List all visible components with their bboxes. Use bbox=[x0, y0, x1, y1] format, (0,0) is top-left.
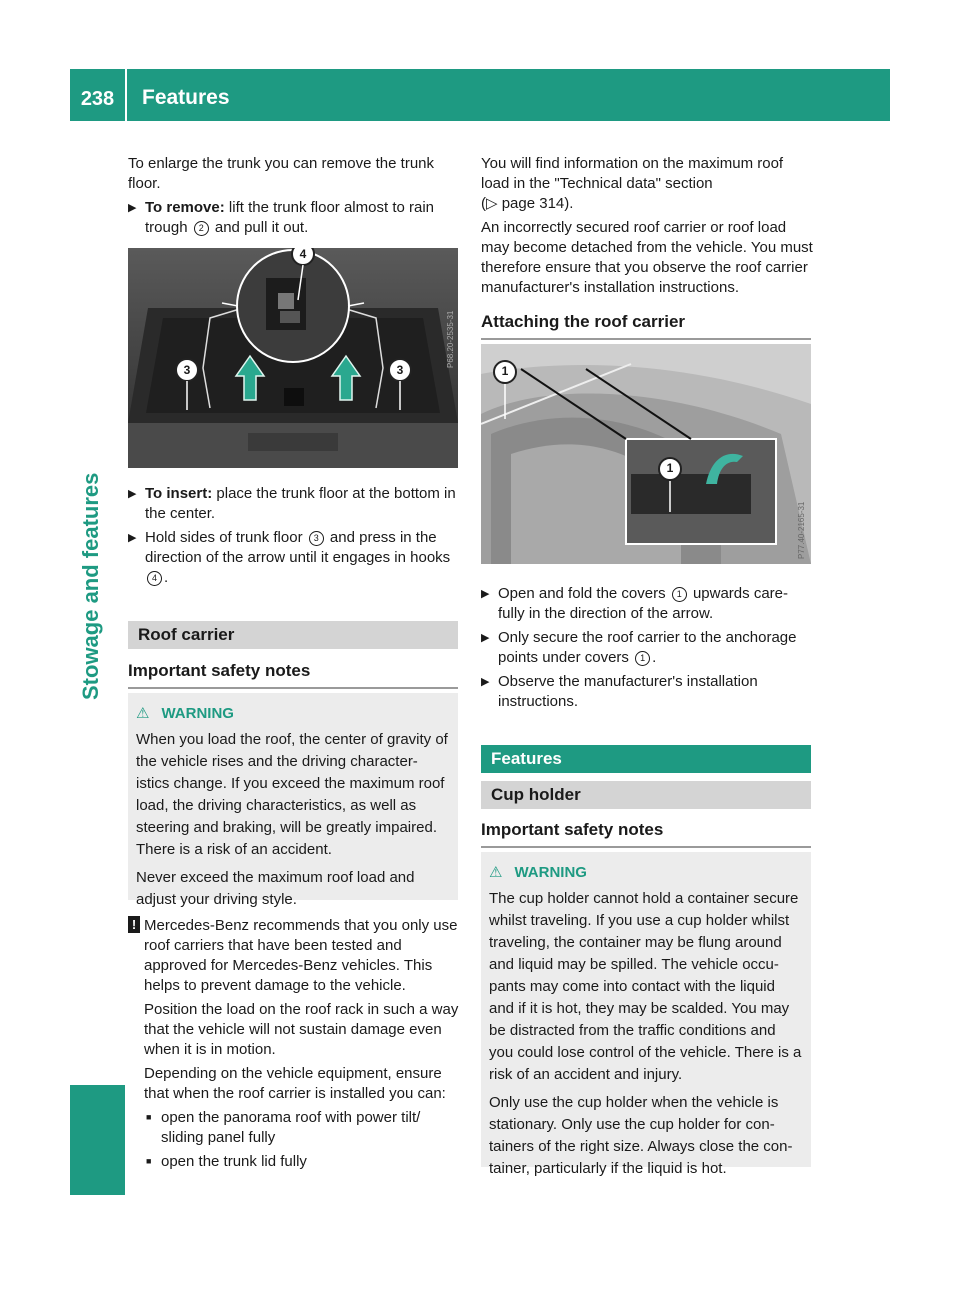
roof-illustration bbox=[481, 344, 811, 564]
hold-step: ▶ Hold sides of trunk floor 3 and press in the direction of the arrow until it engages in hooks 4 . bbox=[128, 528, 460, 588]
safety-heading-left: Important safety notes bbox=[128, 661, 458, 689]
section-features: Features bbox=[481, 745, 811, 773]
left-column bbox=[128, 154, 460, 238]
note-block bbox=[128, 916, 460, 1172]
warning-box-roof bbox=[128, 693, 458, 908]
warning-text: When you load the roof, the center of gravity of the vehicle rises and the driving character-istics change. If you exceed the maximum roof load, the driving characteristics, as well as steering and braking, will be greatly impaired. There is a risk of an accident. bbox=[136, 731, 448, 858]
side-tab-marker bbox=[70, 1085, 125, 1195]
list-item: ■ open the panorama roof with power tilt/ sliding panel fully bbox=[144, 1108, 460, 1148]
callout-1-icon: 1 bbox=[672, 587, 687, 602]
image-code: P77.40-2165-31 bbox=[797, 501, 806, 559]
section-roof-carrier: Roof carrier bbox=[128, 621, 458, 649]
callout-1-label: 1 bbox=[501, 364, 509, 378]
warning-text: Only use the cup holder when the vehicle is stationary. Only use the cup holder for con-tainers of the right size. Always close the con-tainer, particularly if the liquid is hot. bbox=[489, 1094, 793, 1177]
list-item: ■ open the trunk lid fully bbox=[144, 1152, 460, 1172]
warning-text: The cup holder cannot hold a container secure whilst traveling. If you use a cup holder whilst traveling, the container may be flung around and liquid may be spilled. The vehicle occu-pants may come into contact with the liquid and if it is hot, they may be scalded. You may be distracted from the traffic conditions and you could lose control of the vehicle. There is a risk of an accident and injury. bbox=[489, 890, 802, 1083]
safety-heading-right: Important safety notes bbox=[481, 820, 811, 848]
callout-3-right-label: 3 bbox=[396, 363, 404, 377]
insert-step: ▶ To insert: place the trunk floor at the bottom in the center. bbox=[128, 484, 460, 524]
trunk-floor-illustration bbox=[128, 248, 458, 468]
roof-load-warning: An incorrectly secured roof carrier or roof load may become detached from the vehicle. You must therefore ensure that you observe the roof carrier manufacturer's installation instructions. bbox=[481, 219, 813, 296]
image-code: P68.20-2535-31 bbox=[446, 310, 455, 368]
note-text: Position the load on the roof rack in such a way that the vehicle will not sustain damage even when it is in motion. bbox=[144, 1001, 459, 1058]
left-column-steps bbox=[128, 484, 460, 588]
warning-title: WARNING bbox=[514, 864, 587, 881]
callout-3-left-label: 3 bbox=[183, 363, 191, 377]
notice-icon: ! bbox=[128, 916, 140, 933]
page-number: 238 bbox=[80, 88, 115, 110]
section-cup-holder: Cup holder bbox=[481, 781, 811, 809]
warning-icon: ⚠ bbox=[489, 864, 503, 881]
callout-1-icon: 1 bbox=[635, 651, 650, 666]
trunk-floor-image bbox=[128, 248, 458, 468]
step-observe: ▶ Observe the manufacturer's installation instructions. bbox=[481, 672, 813, 712]
page-title: Features bbox=[142, 86, 230, 109]
callout-1-zoom-label: 1 bbox=[666, 461, 674, 475]
warning-icon: ⚠ bbox=[136, 705, 150, 722]
warning-box-cup-holder bbox=[481, 852, 811, 1177]
warning-title: WARNING bbox=[161, 705, 234, 722]
callout-4-label: 4 bbox=[299, 248, 307, 261]
remove-step: ▶ To remove: lift the trunk floor almost to rain trough 2 and pull it out. bbox=[128, 198, 460, 238]
header-divider bbox=[125, 69, 127, 121]
step-open-covers: ▶ Open and fold the covers 1 upwards care-fully in the direction of the arrow. bbox=[481, 584, 813, 624]
attach-steps bbox=[481, 584, 813, 712]
callout-4-icon: 4 bbox=[147, 571, 162, 586]
trunk-intro: To enlarge the trunk you can remove the trunk floor. bbox=[128, 155, 435, 192]
roof-load-info: You will find information on the maximum roof load in the "Technical data" section (▷ page 314). bbox=[481, 155, 784, 212]
callout-2-icon: 2 bbox=[194, 221, 209, 236]
note-text: Mercedes-Benz recommends that you only use roof carriers that have been tested and approved for Mercedes-Benz vehicles. This helps to prevent damage to the vehicle. bbox=[144, 917, 458, 994]
roof-carrier-image bbox=[481, 344, 811, 564]
attach-heading: Attaching the roof carrier bbox=[481, 312, 811, 340]
right-column bbox=[481, 154, 813, 298]
step-secure-carrier: ▶ Only secure the roof carrier to the anchorage points under covers 1 . bbox=[481, 628, 813, 668]
warning-text: Never exceed the maximum roof load and adjust your driving style. bbox=[136, 869, 415, 908]
note-text: Depending on the vehicle equipment, ensure that when the roof carrier is installed you can: bbox=[144, 1065, 446, 1102]
callout-3-icon: 3 bbox=[309, 531, 324, 546]
